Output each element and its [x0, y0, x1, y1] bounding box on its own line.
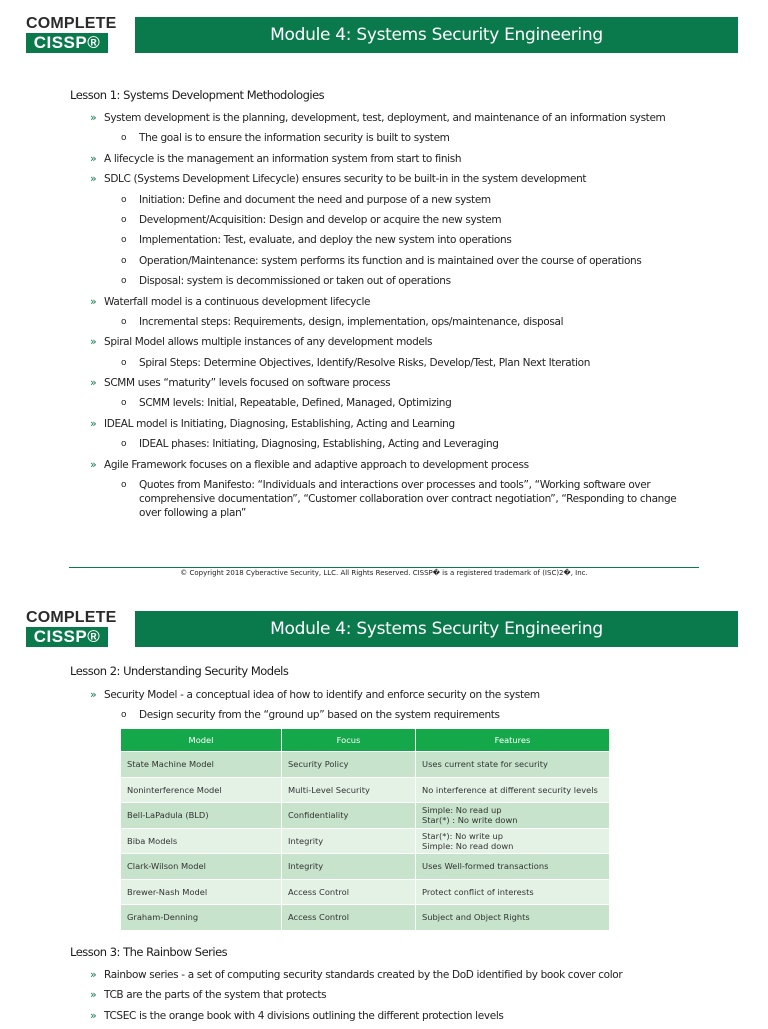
hollow-circle-icon: o [121, 194, 127, 205]
list-item [90, 172, 690, 288]
sub-list-item [104, 274, 690, 288]
table-row [121, 905, 609, 930]
double-chevron-icon: » [90, 1008, 97, 1022]
complete-cissp-logo [26, 15, 117, 53]
hollow-circle-icon: o [121, 398, 127, 409]
security-models-table [121, 729, 609, 930]
bullet-text: IDEAL model is Initiating, Diagnosing, Establishing, Acting and Learning [104, 417, 455, 430]
list-item [90, 988, 690, 1002]
sub-list-item [104, 478, 690, 520]
sub-bullet-list [104, 478, 690, 520]
double-chevron-icon: » [90, 416, 97, 430]
logo-box-text: CISSP® [26, 33, 108, 53]
double-chevron-icon: » [90, 988, 97, 1002]
module-banner: Module 4: Systems Security Engineering [135, 17, 738, 53]
sub-bullet-list [104, 193, 690, 289]
list-item [90, 1009, 690, 1023]
sub-list-item [104, 396, 690, 410]
double-chevron-icon: » [90, 335, 97, 349]
sub-list-item [104, 233, 690, 247]
double-chevron-icon: » [90, 111, 97, 124]
bullet-text: SDLC (Systems Development Lifecycle) ensures security to be built-in in the system development [104, 173, 587, 186]
sub-bullet-text: Disposal: system is decommissioned or taken out of operations [139, 275, 451, 288]
bullet-text: TCSEC is the orange book with 4 divisions outlining the different protection levels [104, 1009, 504, 1022]
hollow-circle-icon: o [121, 439, 127, 450]
sub-bullet-list [104, 315, 690, 329]
list-item [90, 458, 690, 520]
logo-top-text: COMPLETE [26, 15, 117, 32]
table-row [121, 828, 609, 854]
lesson-1-title: Lesson 1: Systems Development Methodologies [70, 88, 325, 102]
table-header-focus: Focus [282, 729, 416, 752]
focus-cell: Integrity [282, 854, 416, 880]
list-item [90, 376, 690, 410]
list-item [90, 335, 690, 369]
bullet-text: A lifecycle is the management an information system from start to finish [104, 152, 462, 165]
sub-bullet-text: Development/Acquisition: Design and develop or acquire the new system [139, 213, 502, 226]
sub-list-item [104, 131, 690, 145]
model-cell: Graham-Denning [121, 905, 282, 930]
logo-top-text: COMPLETE [26, 609, 117, 626]
sub-bullet-text: SCMM levels: Initial, Repeatable, Defined, Managed, Optimizing [139, 397, 452, 410]
features-cell: Uses current state for security [416, 752, 610, 778]
focus-cell: Access Control [282, 879, 416, 905]
hollow-circle-icon: o [121, 276, 127, 287]
double-chevron-icon: » [90, 968, 97, 981]
sub-bullet-text: Incremental steps: Requirements, design, implementation, ops/maintenance, disposal [139, 315, 564, 328]
bullet-text: Spiral Model allows multiple instances of any development models [104, 336, 433, 349]
sub-bullet-text: Design security from the “ground up” based on the system requirements [139, 709, 500, 722]
focus-cell: Security Policy [282, 752, 416, 778]
hollow-circle-icon: o [121, 214, 127, 225]
hollow-circle-icon: o [121, 316, 127, 327]
focus-cell: Confidentiality [282, 803, 416, 829]
lesson-1-bullet-list [90, 111, 690, 526]
table-row [121, 879, 609, 905]
hollow-circle-icon: o [121, 480, 127, 491]
features-cell: Protect conflict of interests [416, 879, 610, 905]
footer-divider [69, 567, 699, 568]
sub-bullet-list [104, 708, 690, 722]
focus-cell: Access Control [282, 905, 416, 930]
focus-cell: Integrity [282, 828, 416, 854]
sub-list-item [104, 193, 690, 207]
sub-list-item [104, 708, 690, 722]
bullet-text: Rainbow series - a set of computing security standards created by the DoD identified by book cover color [104, 969, 623, 981]
sub-bullet-text: Operation/Maintenance: system performs its function and is maintained over the course of operations [139, 254, 642, 267]
features-cell: Simple: No read up Star(*) : No write down [416, 803, 610, 829]
sub-list-item [104, 213, 690, 227]
double-chevron-icon: » [90, 457, 97, 471]
bullet-text: System development is the planning, development, test, deployment, and maintenance of an information system [104, 112, 666, 124]
model-cell: State Machine Model [121, 752, 282, 778]
hollow-circle-icon: o [121, 710, 127, 721]
lesson-2-bullet-list [90, 688, 690, 729]
bullet-text: SCMM uses “maturity” levels focused on software process [104, 377, 391, 390]
features-cell: Uses Well-formed transactions [416, 854, 610, 880]
features-cell: Subject and Object Rights [416, 905, 610, 930]
complete-cissp-logo [26, 609, 117, 647]
list-item [90, 152, 690, 166]
hollow-circle-icon: o [121, 255, 127, 266]
sub-bullet-text: Initiation: Define and document the need and purpose of a new system [139, 193, 491, 206]
table-header-features: Features [416, 729, 610, 752]
sub-list-item [104, 356, 690, 370]
copyright-text: © Copyright 2018 Cyberactive Security, LLC. All Rights Reserved. CISSP� is a registered trademark of (ISC)2�, Inc. [180, 569, 588, 577]
double-chevron-icon: » [90, 294, 97, 308]
model-cell: Bell-LaPadula (BLD) [121, 803, 282, 829]
module-banner: Module 4: Systems Security Engineering [135, 611, 738, 647]
hollow-circle-icon: o [121, 357, 127, 368]
table-row [121, 854, 609, 880]
bullet-text: Security Model - a conceptual idea of how to identify and enforce security on the system [104, 689, 540, 701]
bullet-text: TCB are the parts of the system that protects [104, 989, 327, 1002]
sub-bullet-list [104, 131, 690, 145]
features-cell: Star(*): No write up Simple: No read down [416, 828, 610, 854]
sub-bullet-text: Quotes from Manifesto: “Individuals and interactions over processes and tools”, “Working software over comprehensive documentation”, “Customer collaboration over contract negotiation”, “Responding to change over following a plan” [139, 479, 677, 520]
double-chevron-icon: » [90, 376, 97, 390]
lesson-2-title: Lesson 2: Understanding Security Models [70, 664, 289, 678]
table-row [121, 803, 609, 829]
sub-list-item [104, 315, 690, 329]
double-chevron-icon: » [90, 151, 97, 165]
double-chevron-icon: » [90, 688, 97, 701]
lesson-3-title: Lesson 3: The Rainbow Series [70, 945, 228, 959]
sub-bullet-text: Implementation: Test, evaluate, and deploy the new system into operations [139, 234, 512, 247]
features-cell: No interference at different security levels [416, 777, 610, 803]
model-cell: Biba Models [121, 828, 282, 854]
list-item [90, 295, 690, 329]
table-header-row [121, 729, 609, 752]
focus-cell: Multi-Level Security [282, 777, 416, 803]
table-row [121, 752, 609, 778]
sub-bullet-text: Spiral Steps: Determine Objectives, Identify/Resolve Risks, Develop/Test, Plan Next Iteration [139, 356, 591, 369]
list-item [90, 688, 690, 722]
double-chevron-icon: » [90, 172, 97, 186]
logo-box-text: CISSP® [26, 627, 108, 647]
sub-bullet-text: The goal is to ensure the information security is built to system [139, 132, 450, 145]
sub-bullet-text: IDEAL phases: Initiating, Diagnosing, Establishing, Acting and Leveraging [139, 438, 499, 451]
lesson-3-bullet-list [90, 968, 690, 1029]
sub-bullet-list [104, 437, 690, 451]
list-item [90, 968, 690, 982]
model-cell: Brewer-Nash Model [121, 879, 282, 905]
model-cell: Clark-Wilson Model [121, 854, 282, 880]
hollow-circle-icon: o [121, 235, 127, 246]
sub-list-item [104, 437, 690, 451]
bullet-text: Agile Framework focuses on a flexible and adaptive approach to development process [104, 458, 529, 471]
model-cell: Noninterference Model [121, 777, 282, 803]
sub-list-item [104, 254, 690, 268]
list-item [90, 417, 690, 451]
list-item [90, 111, 690, 145]
bullet-text: Waterfall model is a continuous development lifecycle [104, 295, 371, 308]
hollow-circle-icon: o [121, 133, 127, 144]
table-row [121, 777, 609, 803]
sub-bullet-list [104, 356, 690, 370]
table-header-model: Model [121, 729, 282, 752]
sub-bullet-list [104, 396, 690, 410]
